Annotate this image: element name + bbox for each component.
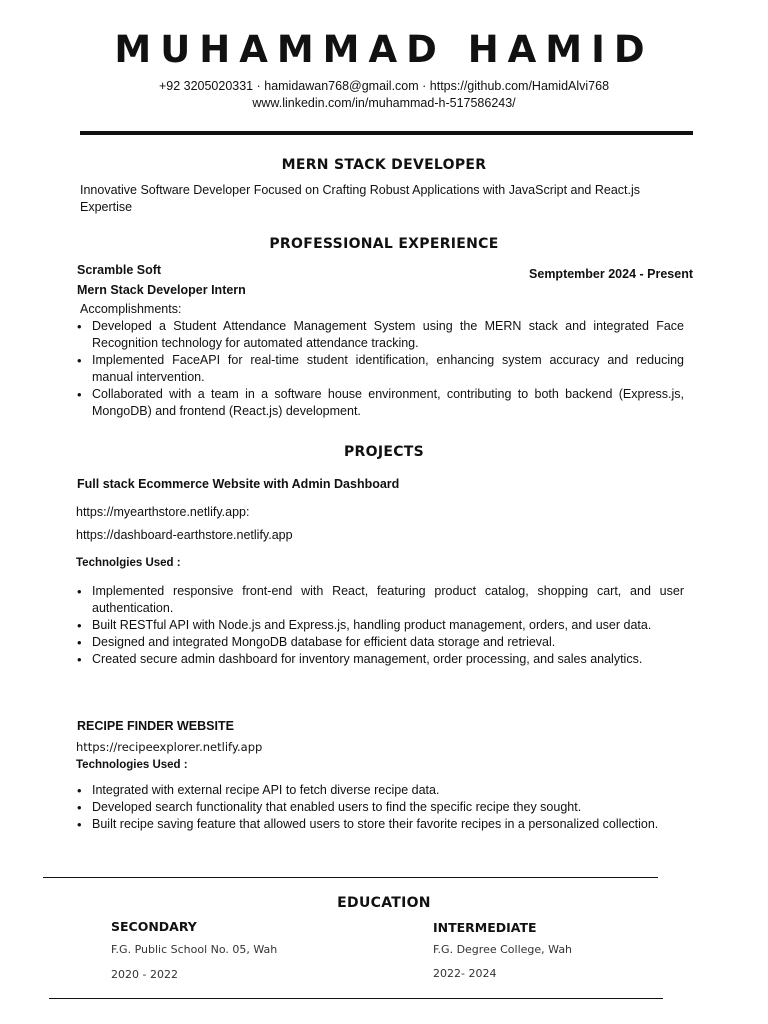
projects-title: PROJECTS [343, 444, 425, 460]
contact-line-1: +92 3205020331 · hamidawan768@gmail.com · https://github.com/HamidAlvi768 [158, 79, 610, 93]
project1-link-2[interactable]: https://dashboard-earthstore.netlify.app [76, 528, 293, 542]
list-item: • Integrated with external recipe API to fetch diverse recipe data. [76, 782, 684, 799]
list-item: • Designed and integrated MongoDB database for efficient data storage and retrieval. [76, 634, 684, 651]
list-item: • Created secure admin dashboard for inventory management, order processing, and sales analytics. [76, 651, 684, 668]
project2-tech-label: Technologies Used : [76, 759, 188, 771]
intermediate-heading: INTERMEDIATE [433, 920, 537, 935]
project2-bullets [76, 782, 684, 833]
list-item: • Developed a Student Attendance Management System using the MERN stack and integrated Face Recognition technology for automated attendance tracking. [76, 318, 684, 352]
company-name: Scramble Soft [77, 263, 162, 277]
education-top-divider [43, 877, 658, 878]
accomplishments-label: Accomplishments: [80, 302, 182, 316]
intermediate-school: F.G. Degree College, Wah [433, 943, 573, 956]
project2-name: RECIPE FINDER WEBSITE [77, 719, 234, 733]
experience-title: PROFESSIONAL EXPERIENCE [269, 236, 499, 252]
intermediate-years: 2022- 2024 [433, 967, 497, 980]
list-item: • Developed search functionality that enabled users to find the specific recipe they sought. [76, 799, 684, 816]
education-bottom-divider [49, 998, 663, 999]
summary-title: MERN STACK DEVELOPER [281, 157, 487, 173]
contact-line-2: www.linkedin.com/in/muhammad-h-517586243/ [252, 96, 516, 110]
job-role: Mern Stack Developer Intern [77, 283, 246, 297]
secondary-years: 2020 - 2022 [111, 968, 178, 981]
project1-tech-label: Technolgies Used : [76, 557, 181, 569]
education-title: EDUCATION [337, 895, 431, 911]
experience-bullets [76, 318, 684, 420]
candidate-name: MUHAMMAD HAMID [114, 28, 654, 71]
secondary-school: F.G. Public School No. 05, Wah [111, 943, 278, 956]
list-item: • Built recipe saving feature that allowed users to store their favorite recipes in a personalized collection. [76, 816, 684, 833]
list-item: • Implemented responsive front-end with React, featuring product catalog, shopping cart, and user authentication. [76, 583, 684, 617]
project1-name: Full stack Ecommerce Website with Admin Dashboard [77, 477, 400, 491]
list-item: • Built RESTful API with Node.js and Express.js, handling product management, orders, and user data. [76, 617, 684, 634]
header-divider [80, 131, 693, 135]
experience-date: Semptember 2024 - Present [529, 267, 693, 281]
summary-text: Innovative Software Developer Focused on Crafting Robust Applications with JavaScript and React.js Expertise [80, 183, 641, 214]
list-item: • Collaborated with a team in a software house environment, contributing to both backend (Express.js, MongoDB) and frontend (React.js) development. [76, 386, 684, 420]
project1-link-1[interactable]: https://myearthstore.netlify.app: [76, 505, 250, 519]
secondary-heading: SECONDARY [111, 919, 197, 934]
project1-bullets [76, 583, 684, 668]
project2-link[interactable]: https://recipeexplorer.netlify.app [76, 740, 263, 754]
list-item: • Implemented FaceAPI for real-time student identification, enhancing system accuracy and reducing manual intervention. [76, 352, 684, 386]
